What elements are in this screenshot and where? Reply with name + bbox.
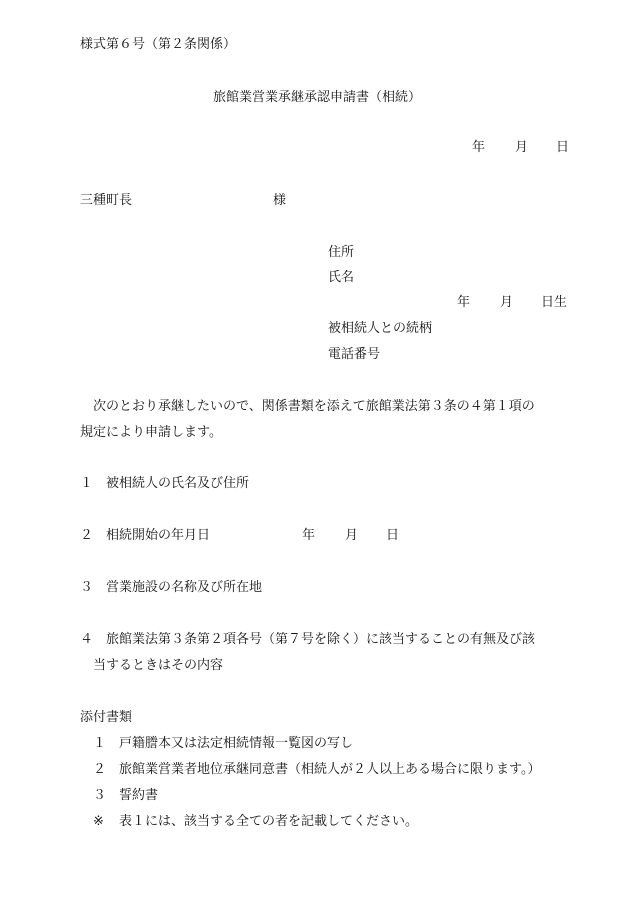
item-2-year: 年 [302,528,316,543]
document-title: 旅館業営業承継承認申請書（相続） [213,90,422,105]
item-2-day: 日 [386,528,400,543]
item-4-number: ４ [80,632,94,647]
relationship-label: 被相続人との続柄 [328,321,433,336]
attachment-1-text: 戸籍謄本又は法定相続情報一覧図の写し [119,736,354,751]
attachment-3-text: 誓約書 [119,788,159,803]
attachments-heading: 添付書類 [80,710,133,725]
date-month: 月 [515,140,529,155]
attachment-2-text: 旅館業営業者地位承継同意書（相続人が２人以上ある場合に限ります。） [119,762,541,777]
item-2-text: 相続開始の年月日 [106,528,211,543]
item-1-number: １ [80,476,94,491]
form-number: 様式第６号（第２条関係） [80,37,237,52]
body-line-2: 規定により申請します。 [80,425,222,440]
item-3-number: ３ [80,580,94,595]
item-1-text: 被相続人の氏名及び住所 [106,476,250,491]
birth-month: 月 [500,295,514,310]
item-3-text: 営業施設の名称及び所在地 [106,580,263,595]
applicant-name-label: 氏名 [328,270,355,285]
body-line-1: 次のとおり承継したいので、関係書類を添えて旅館業法第３条の４第１項の [93,399,535,414]
item-2-month: 月 [345,528,359,543]
phone-label: 電話番号 [328,347,381,362]
addressee-name: 三種町長 [80,193,133,208]
item-4-text: 旅館業法第３条第２項各号（第７号を除く）に該当することの有無及び該 [106,632,536,647]
applicant-address-label: 住所 [328,245,355,260]
note-mark: ※ [93,814,104,829]
item-2-number: ２ [80,528,94,543]
date-day: 日 [556,140,570,155]
date-year: 年 [472,140,486,155]
note-text: 表１には、該当する全ての者を記載してください。 [119,814,419,829]
attachment-1-number: １ [93,736,107,751]
attachment-3-number: ３ [93,788,107,803]
attachment-2-number: ２ [93,762,107,777]
addressee-honorific: 様 [273,193,287,208]
birth-day: 日生 [541,295,568,310]
birth-year: 年 [457,295,471,310]
item-4-text-continued: 当するときはその内容 [93,658,224,673]
